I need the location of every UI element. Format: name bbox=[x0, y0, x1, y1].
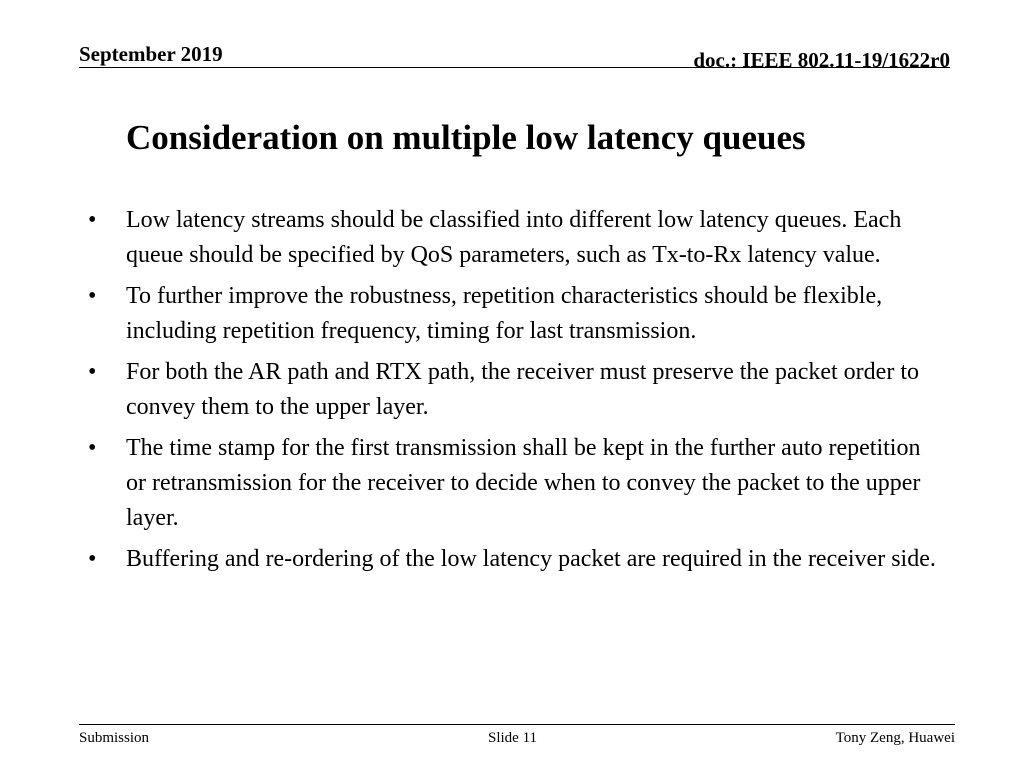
footer-submission: Submission bbox=[79, 730, 150, 746]
footer-slide-number: Slide 11 bbox=[488, 730, 538, 746]
bullet-text: The time stamp for the first transmission shall be kept in the further auto repetition or retransmission for the receiver to decide when to convey the packet to the upper layer. bbox=[126, 435, 921, 531]
bullet-icon: • bbox=[88, 546, 97, 572]
bullet-item bbox=[80, 355, 940, 425]
bullet-text: For both the AR path and RTX path, the receiver must preserve the packet order to convey them to the upper layer. bbox=[126, 359, 919, 420]
bullet-list bbox=[80, 203, 940, 583]
bullet-icon: • bbox=[88, 283, 97, 309]
bullet-item bbox=[80, 279, 940, 349]
footer-author: Tony Zeng, Huawei bbox=[835, 730, 955, 746]
bullet-icon: • bbox=[88, 359, 97, 385]
bullet-text: To further improve the robustness, repetition characteristics should be flexible, including repetition frequency, timing for last transmission. bbox=[126, 283, 883, 344]
bullet-text: Buffering and re-ordering of the low latency packet are required in the receiver side. bbox=[126, 546, 936, 572]
header-date: September 2019 bbox=[79, 42, 223, 66]
bullet-item bbox=[80, 203, 940, 273]
bullet-icon: • bbox=[88, 435, 97, 461]
bullet-item bbox=[80, 542, 940, 577]
header-divider bbox=[79, 67, 950, 68]
bullet-text: Low latency streams should be classified into different low latency queues. Each queue should be specified by QoS parameters, such as Tx-to-Rx latency value. bbox=[126, 207, 902, 268]
bullet-item bbox=[80, 431, 940, 536]
header-doc-id: doc.: IEEE 802.11-19/1622r0 bbox=[693, 48, 950, 72]
slide-title: Consideration on multiple low latency queues bbox=[126, 118, 806, 157]
bullet-icon: • bbox=[88, 207, 97, 233]
footer-divider bbox=[79, 724, 955, 725]
